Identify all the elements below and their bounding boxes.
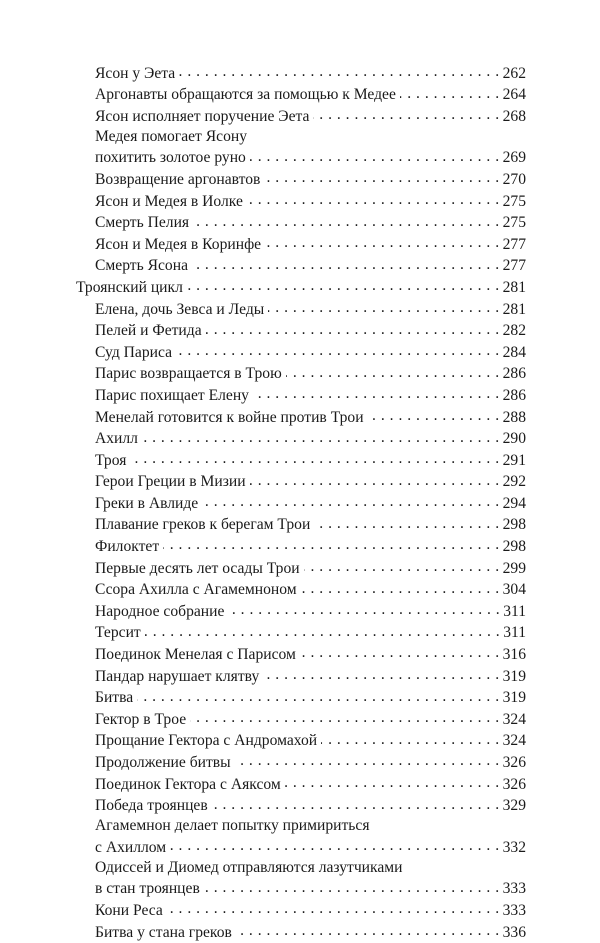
leader-dots	[202, 492, 499, 508]
toc-entry-page: 269	[502, 149, 526, 167]
leader-dots	[286, 363, 500, 379]
toc-entry	[76, 428, 526, 450]
toc-entry	[76, 557, 526, 579]
leader-dots	[250, 147, 500, 163]
toc-entry-page: 264	[502, 86, 526, 104]
toc-entry	[76, 471, 526, 493]
toc-entry	[76, 363, 526, 385]
leader-dots	[400, 84, 500, 100]
toc-entry-title: Ясон и Медея в Коринфе	[95, 235, 262, 253]
toc-entry-title: Прощание Гектора с Андромахой	[95, 732, 318, 750]
toc-entry-title: Ясон у Эета	[95, 64, 176, 82]
toc-entry-title: в стан троянцев	[95, 880, 200, 898]
leader-dots	[145, 622, 500, 638]
toc-entry-title: Победа троянцев	[95, 797, 208, 815]
toc-entry-page: 333	[502, 880, 526, 898]
leader-dots	[250, 471, 500, 487]
leader-dots	[301, 579, 500, 595]
toc-entry-page: 294	[502, 494, 526, 512]
toc-entry-page: 281	[502, 278, 526, 296]
toc-entry-page: 326	[502, 754, 526, 771]
toc-entry-title: Греки в Авлиде	[95, 494, 199, 512]
toc-entry-title: Парис возвращается в Трою	[95, 365, 282, 383]
toc-entry-page: 298	[502, 538, 526, 556]
toc-entry-title: Менелай готовится к войне против Трои	[95, 408, 364, 426]
toc-entry-page: 286	[502, 365, 526, 383]
toc-entry-title: Елена, дочь Зевса и Леды	[95, 300, 265, 318]
toc-entry-page: 288	[502, 408, 526, 426]
leader-dots	[179, 62, 499, 78]
toc-entry-title: Аргонавты обращаются за помощью к Медее	[95, 86, 396, 104]
toc-entry-title: Народное собрание	[95, 602, 225, 620]
toc-entry	[76, 105, 526, 127]
toc-entry	[76, 406, 526, 428]
leader-dots	[163, 535, 499, 551]
toc-entry	[76, 730, 526, 752]
toc-entry-page: 319	[502, 667, 526, 685]
toc-entry-page: 290	[502, 430, 526, 448]
toc-entry	[76, 665, 526, 687]
toc-entry-title: Смерть Пелия	[95, 214, 190, 232]
toc-entry	[76, 168, 526, 190]
toc-entry-page: 332	[502, 838, 526, 856]
toc-entry-title: с Ахиллом	[95, 838, 167, 856]
toc-entry-title: Терсит	[95, 624, 141, 642]
toc-entry	[76, 255, 526, 277]
toc-entry	[76, 384, 526, 406]
toc-entry-page: 336	[502, 923, 526, 941]
toc-entry-page: 275	[502, 192, 526, 210]
leader-dots	[265, 233, 500, 249]
toc-entry	[76, 492, 526, 514]
leader-dots	[247, 190, 500, 206]
leader-dots	[253, 384, 500, 400]
toc-entry-page: 311	[503, 602, 526, 620]
toc-entry-page: 291	[502, 451, 526, 469]
toc-entry-page: 292	[502, 473, 526, 491]
toc-entry	[76, 341, 526, 363]
toc-entry-title: Смерть Ясона	[95, 257, 188, 275]
leader-dots	[228, 600, 500, 616]
toc-entry-page: 284	[502, 343, 526, 361]
toc-entry-title: Возвращение аргонавтов	[95, 170, 261, 188]
toc-entry	[76, 687, 526, 709]
leader-dots	[313, 105, 499, 121]
toc-entry	[76, 899, 526, 921]
toc-entry-page: 304	[502, 581, 526, 599]
toc-entry	[76, 708, 526, 730]
leader-dots	[263, 665, 499, 681]
toc-section-title: Троянский цикл	[76, 278, 183, 296]
toc-entry-title: Филоктет	[95, 538, 160, 556]
toc-entry-page: 277	[502, 235, 526, 253]
toc-entry-title: Ясон и Медея в Иолке	[95, 192, 243, 210]
leader-dots	[170, 836, 499, 852]
toc-entry-title-first-line: Медея помогает Ясону	[95, 127, 248, 145]
leader-dots	[167, 899, 500, 915]
toc-entry-title: Ахилл	[95, 430, 138, 448]
toc-entry-title: похитить золотое руно	[95, 149, 246, 167]
toc-entry	[76, 84, 526, 106]
toc-entry-title: Пелей и Фетида	[95, 322, 202, 340]
toc-entry-page: 299	[502, 559, 526, 577]
leader-dots	[130, 449, 499, 465]
toc-section-entry	[76, 276, 526, 298]
leader-dots	[193, 212, 500, 228]
toc-entry	[76, 878, 526, 900]
toc-entry-page: 262	[502, 64, 526, 82]
toc-entry	[76, 212, 526, 234]
toc-entry	[76, 579, 526, 601]
toc-entry-page: 277	[502, 257, 526, 275]
toc-entry-page: 311	[503, 624, 526, 642]
leader-dots	[268, 298, 499, 314]
leader-dots	[142, 428, 500, 444]
toc-entry-page: 326	[502, 775, 526, 793]
toc-entry-title: Продолжение битвы	[95, 754, 231, 771]
leader-dots	[190, 708, 499, 724]
toc-entry-page: 275	[502, 214, 526, 232]
toc-entry-page: 324	[502, 732, 526, 750]
leader-dots	[304, 557, 500, 573]
toc-entry	[76, 320, 526, 342]
toc-entry	[76, 514, 526, 536]
toc-entry	[76, 795, 526, 817]
leader-dots	[137, 687, 499, 703]
toc-entry-page: 316	[502, 646, 526, 664]
leader-dots	[192, 255, 500, 271]
leader-dots	[368, 406, 500, 422]
toc-entry-page: 270	[502, 170, 526, 188]
toc-entry-title: Гектор в Трое	[95, 710, 187, 728]
leader-dots	[212, 795, 500, 811]
toc-entry-page: 286	[502, 386, 526, 404]
toc-entry-page: 319	[502, 689, 526, 707]
leader-dots	[321, 730, 499, 746]
toc-entry	[76, 751, 526, 773]
leader-dots	[176, 341, 500, 357]
toc-entry-title: Поединок Гектора с Аяксом	[95, 775, 281, 793]
toc-entry	[76, 600, 526, 622]
toc-entry	[76, 921, 526, 943]
toc-entry	[76, 449, 526, 471]
toc-entry-page: 333	[502, 901, 526, 919]
toc-entry-title: Поединок Менелая с Парисом	[95, 646, 296, 664]
toc-entry	[76, 233, 526, 255]
toc-entry-page: 268	[502, 107, 526, 125]
leader-dots	[204, 878, 500, 894]
leader-dots	[300, 643, 500, 659]
leader-dots	[206, 320, 500, 336]
toc-entry	[76, 62, 526, 84]
toc-entry-page: 282	[502, 322, 526, 340]
toc-entry-page: 324	[502, 710, 526, 728]
toc-entry-title: Суд Париса	[95, 343, 173, 361]
toc-entry-title: Плавание греков к берегам Трои	[95, 516, 311, 534]
toc-entry	[76, 535, 526, 557]
leader-dots	[235, 751, 500, 767]
toc-entry-title: Ясон исполняет поручение Эета	[95, 107, 310, 125]
toc-entry	[76, 298, 526, 320]
toc-entry-title: Парис похищает Елену	[95, 386, 249, 404]
toc-entry-title: Первые десять лет осады Трои	[95, 559, 300, 577]
leader-dots	[264, 168, 499, 184]
leader-dots	[314, 514, 499, 530]
leader-dots	[236, 921, 500, 937]
toc-entry-page: 281	[502, 300, 526, 318]
leader-dots	[285, 773, 500, 789]
toc-entry	[76, 622, 526, 644]
toc-entry-title: Троя	[95, 451, 127, 469]
toc-entry-page: 329	[502, 797, 526, 815]
toc-entry-page: 298	[502, 516, 526, 534]
toc-entry	[76, 643, 526, 665]
toc-entry-title: Ссора Ахилла с Агамемноном	[95, 581, 297, 599]
toc-entry-title: Битва	[95, 689, 134, 707]
toc-entry	[76, 836, 526, 858]
toc-entry	[76, 147, 526, 169]
toc-entry-title-first-line: Одиссей и Диомед отправляются лазутчиками	[95, 858, 403, 876]
toc-entry	[76, 190, 526, 212]
toc-entry	[76, 773, 526, 795]
toc-entry-title-first-line: Агамемнон делает попытку примириться	[95, 817, 370, 835]
table-of-contents	[76, 62, 526, 943]
toc-entry-title: Кони Реса	[95, 901, 163, 919]
toc-entry-title: Герои Греции в Мизии	[95, 473, 246, 491]
toc-entry-title: Битва у стана греков	[95, 923, 232, 941]
leader-dots	[187, 276, 500, 292]
toc-entry-title: Пандар нарушает клятву	[95, 667, 260, 685]
